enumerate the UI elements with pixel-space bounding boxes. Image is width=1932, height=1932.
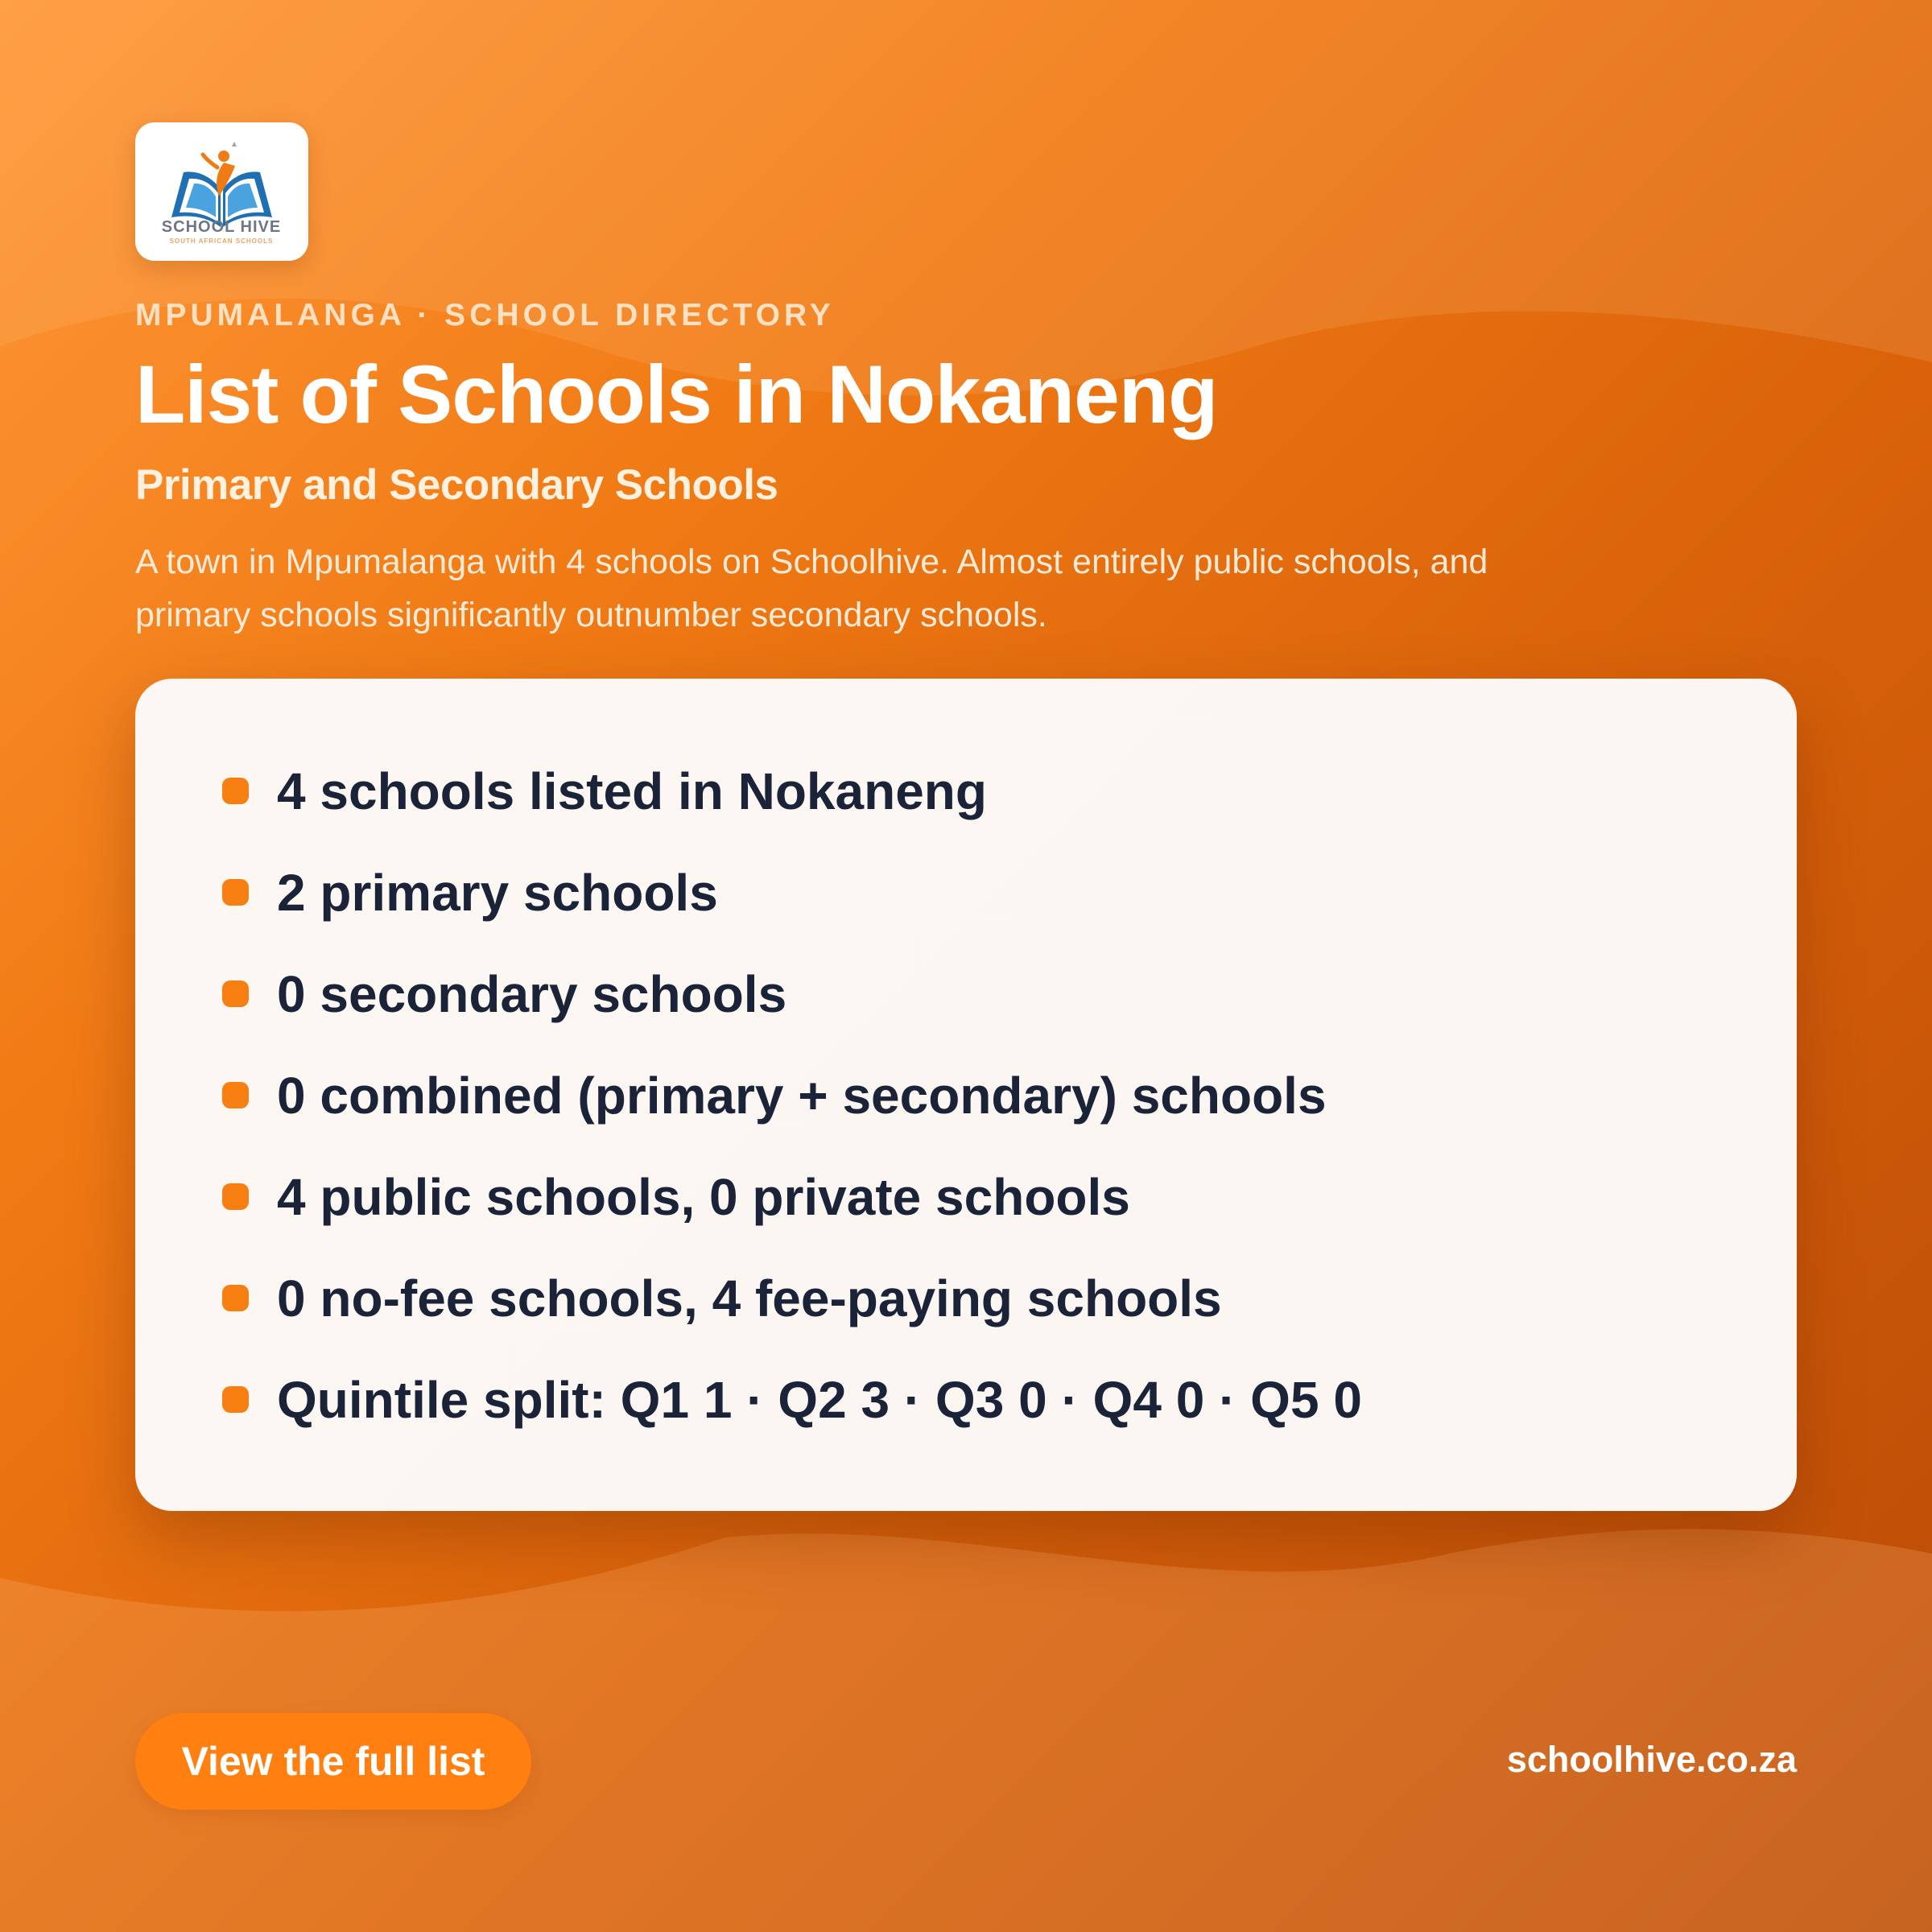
- svg-text:SCHOOL HIVE: SCHOOL HIVE: [161, 218, 282, 236]
- svg-text:SOUTH AFRICAN SCHOOLS: SOUTH AFRICAN SCHOOLS: [169, 237, 274, 245]
- bullet-icon: [222, 980, 249, 1007]
- bullet-icon: [222, 1285, 249, 1311]
- page-subtitle: Primary and Secondary Schools: [135, 461, 778, 509]
- facts-card: [135, 679, 1797, 1511]
- bullet-icon: [222, 1183, 249, 1210]
- page-title: List of Schools in Nokaneng: [135, 349, 1218, 440]
- fact-text: Quintile split: Q1 1 · Q2 3 · Q3 0 · Q4 0 · Q5 0: [277, 1371, 1362, 1429]
- view-full-list-button[interactable]: View the full list: [135, 1713, 531, 1810]
- bullet-icon: [222, 778, 249, 804]
- bullet-icon: [222, 1386, 249, 1413]
- fact-text: 4 schools listed in Nokaneng: [277, 762, 987, 820]
- eyebrow-label: MPUMALANGA · SCHOOL DIRECTORY: [135, 298, 835, 332]
- bullet-icon: [222, 1082, 249, 1108]
- bullet-icon: [222, 879, 249, 906]
- fact-text: 0 no-fee schools, 4 fee-paying schools: [277, 1269, 1222, 1327]
- site-link[interactable]: schoolhive.co.za: [1506, 1739, 1797, 1780]
- fact-text: 4 public schools, 0 private schools: [277, 1168, 1130, 1226]
- fact-text: 0 secondary schools: [277, 965, 787, 1023]
- school-hive-logo: [135, 122, 308, 261]
- fact-text: 2 primary schools: [277, 864, 718, 922]
- page-description: A town in Mpumalanga with 4 schools on Schoolhive. Almost entirely public schools, and primary schools significantly outnumber secondary schools.: [135, 543, 1488, 634]
- fact-text: 0 combined (primary + secondary) schools: [277, 1067, 1327, 1125]
